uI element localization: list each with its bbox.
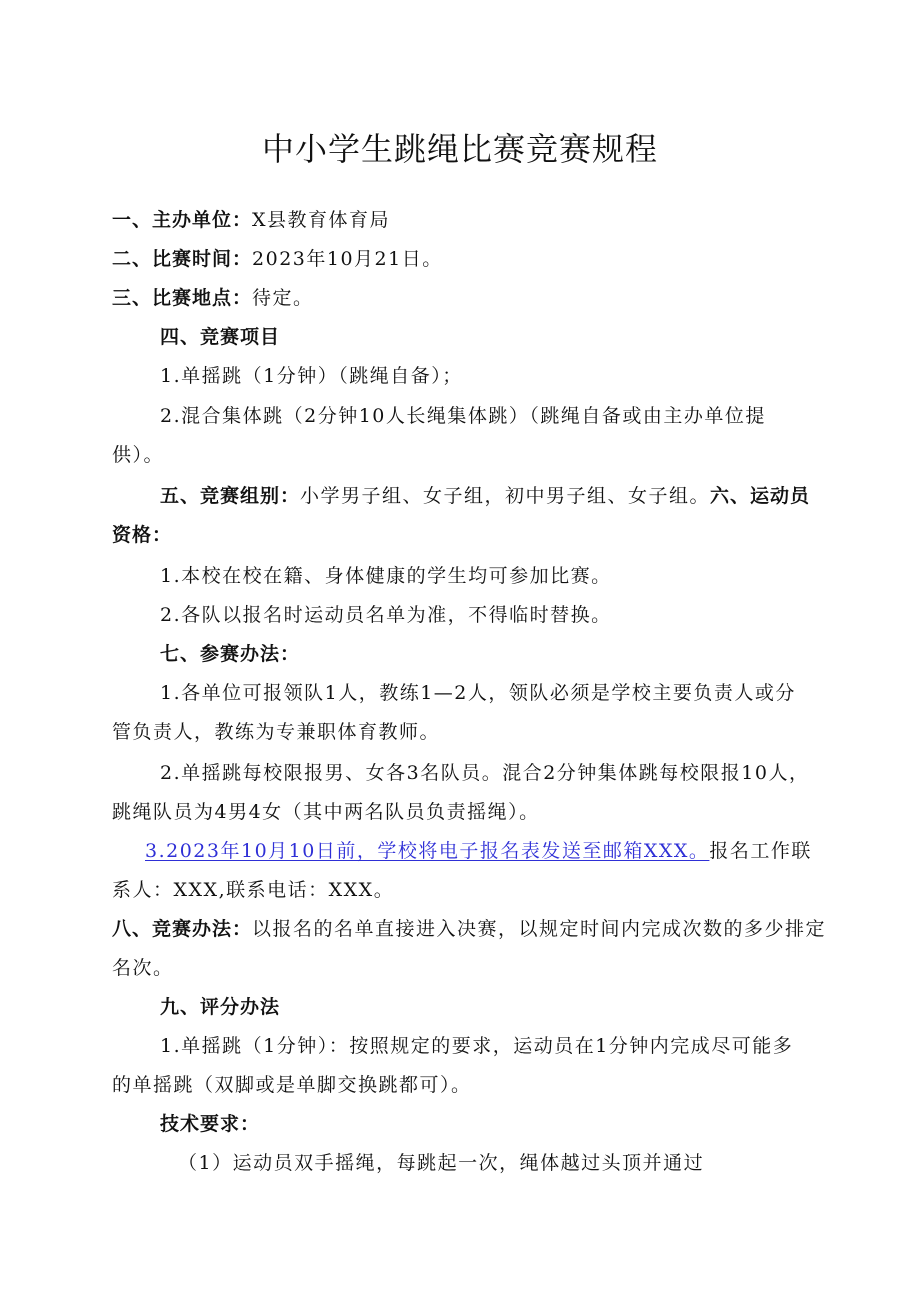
section-heading: 一、主办单位：: [112, 209, 253, 231]
section-text: X县教育体育局: [252, 209, 391, 231]
paragraph-line: 跳绳队员为4男4女（其中两名队员负责摇绳）。: [112, 801, 540, 823]
paragraph-line: 1.本校在校在籍、身体健康的学生均可参加比赛。: [160, 565, 612, 587]
section-organizer: [112, 200, 812, 240]
paragraph-line: 1.单摇跳（1分钟）：按照规定的要求，运动员在1分钟内完成尽可能多: [160, 1035, 794, 1057]
paragraph-line: 2.各队以报名时运动员名单为准，不得临时替换。: [160, 604, 612, 626]
section-eligibility-heading: [112, 515, 812, 555]
section-date: [112, 239, 812, 279]
registration-line: [145, 831, 845, 871]
section-text: 待定。: [252, 287, 314, 309]
section-venue: [112, 278, 812, 318]
registration-link[interactable]: 3.2023年10月10日前，学校将电子报名表发送至邮箱XXX。: [145, 840, 710, 862]
section-text: 报名工作联: [709, 840, 812, 862]
paragraph-line: 的单摇跳（双脚或是单脚交换跳都可）。: [112, 1074, 472, 1096]
section-heading: 二、比赛时间：: [112, 248, 253, 270]
section-text: 小学男子组、女子组，初中男子组、女子组。: [300, 485, 711, 507]
section-competition-method: [112, 909, 827, 949]
section-heading: 资格：: [112, 524, 173, 546]
section-text: 以报名的名单直接进入决赛，以规定时间内完成次数的多少排定: [252, 918, 827, 940]
paragraph-line: 供）。: [112, 444, 165, 466]
section-heading: 技术要求：: [160, 1113, 261, 1135]
paragraph-line: 2.单摇跳每校限报男、女各3名队员。混合2分钟集体跳每校限报10人，: [160, 762, 810, 784]
section-text: 2023年10月21日。: [252, 248, 443, 270]
paragraph-line: 名次。: [112, 957, 174, 979]
section-heading: 五、竞赛组别：: [160, 485, 301, 507]
section-participation-heading: [160, 634, 860, 674]
paragraph-line: 管负责人，教练为专兼职体育教师。: [112, 721, 441, 743]
section-heading: 九、评分办法: [160, 996, 281, 1018]
paragraph-line: （1）运动员双手摇绳，每跳起一次，绳体越过头顶并通过: [178, 1152, 705, 1174]
section-heading: 七、参赛办法：: [160, 643, 301, 665]
section-scoring-heading: [160, 987, 860, 1027]
section-heading: 三、比赛地点：: [112, 287, 253, 309]
section-groups: [160, 476, 860, 516]
section-events-heading: [160, 317, 860, 357]
section-heading: 六、运动员: [710, 485, 811, 507]
paragraph-line: 系人：XXX,联系电话：XXX。: [112, 879, 395, 901]
document-title: 中小学生跳绳比赛竞赛规程: [261, 130, 658, 168]
section-heading: 八、竞赛办法：: [112, 918, 253, 940]
paragraph-line: 1.各单位可报领队1人，教练1—2人，领队必须是学校主要负责人或分: [160, 682, 796, 704]
section-heading: 四、竞赛项目: [160, 326, 281, 348]
paragraph-line: 2.混合集体跳（2分钟10人长绳集体跳）（跳绳自备或由主办单位提: [160, 405, 766, 427]
technical-requirements-heading: [160, 1104, 860, 1144]
paragraph-line: 1.单摇跳（1分钟）（跳绳自备）；: [160, 365, 463, 387]
